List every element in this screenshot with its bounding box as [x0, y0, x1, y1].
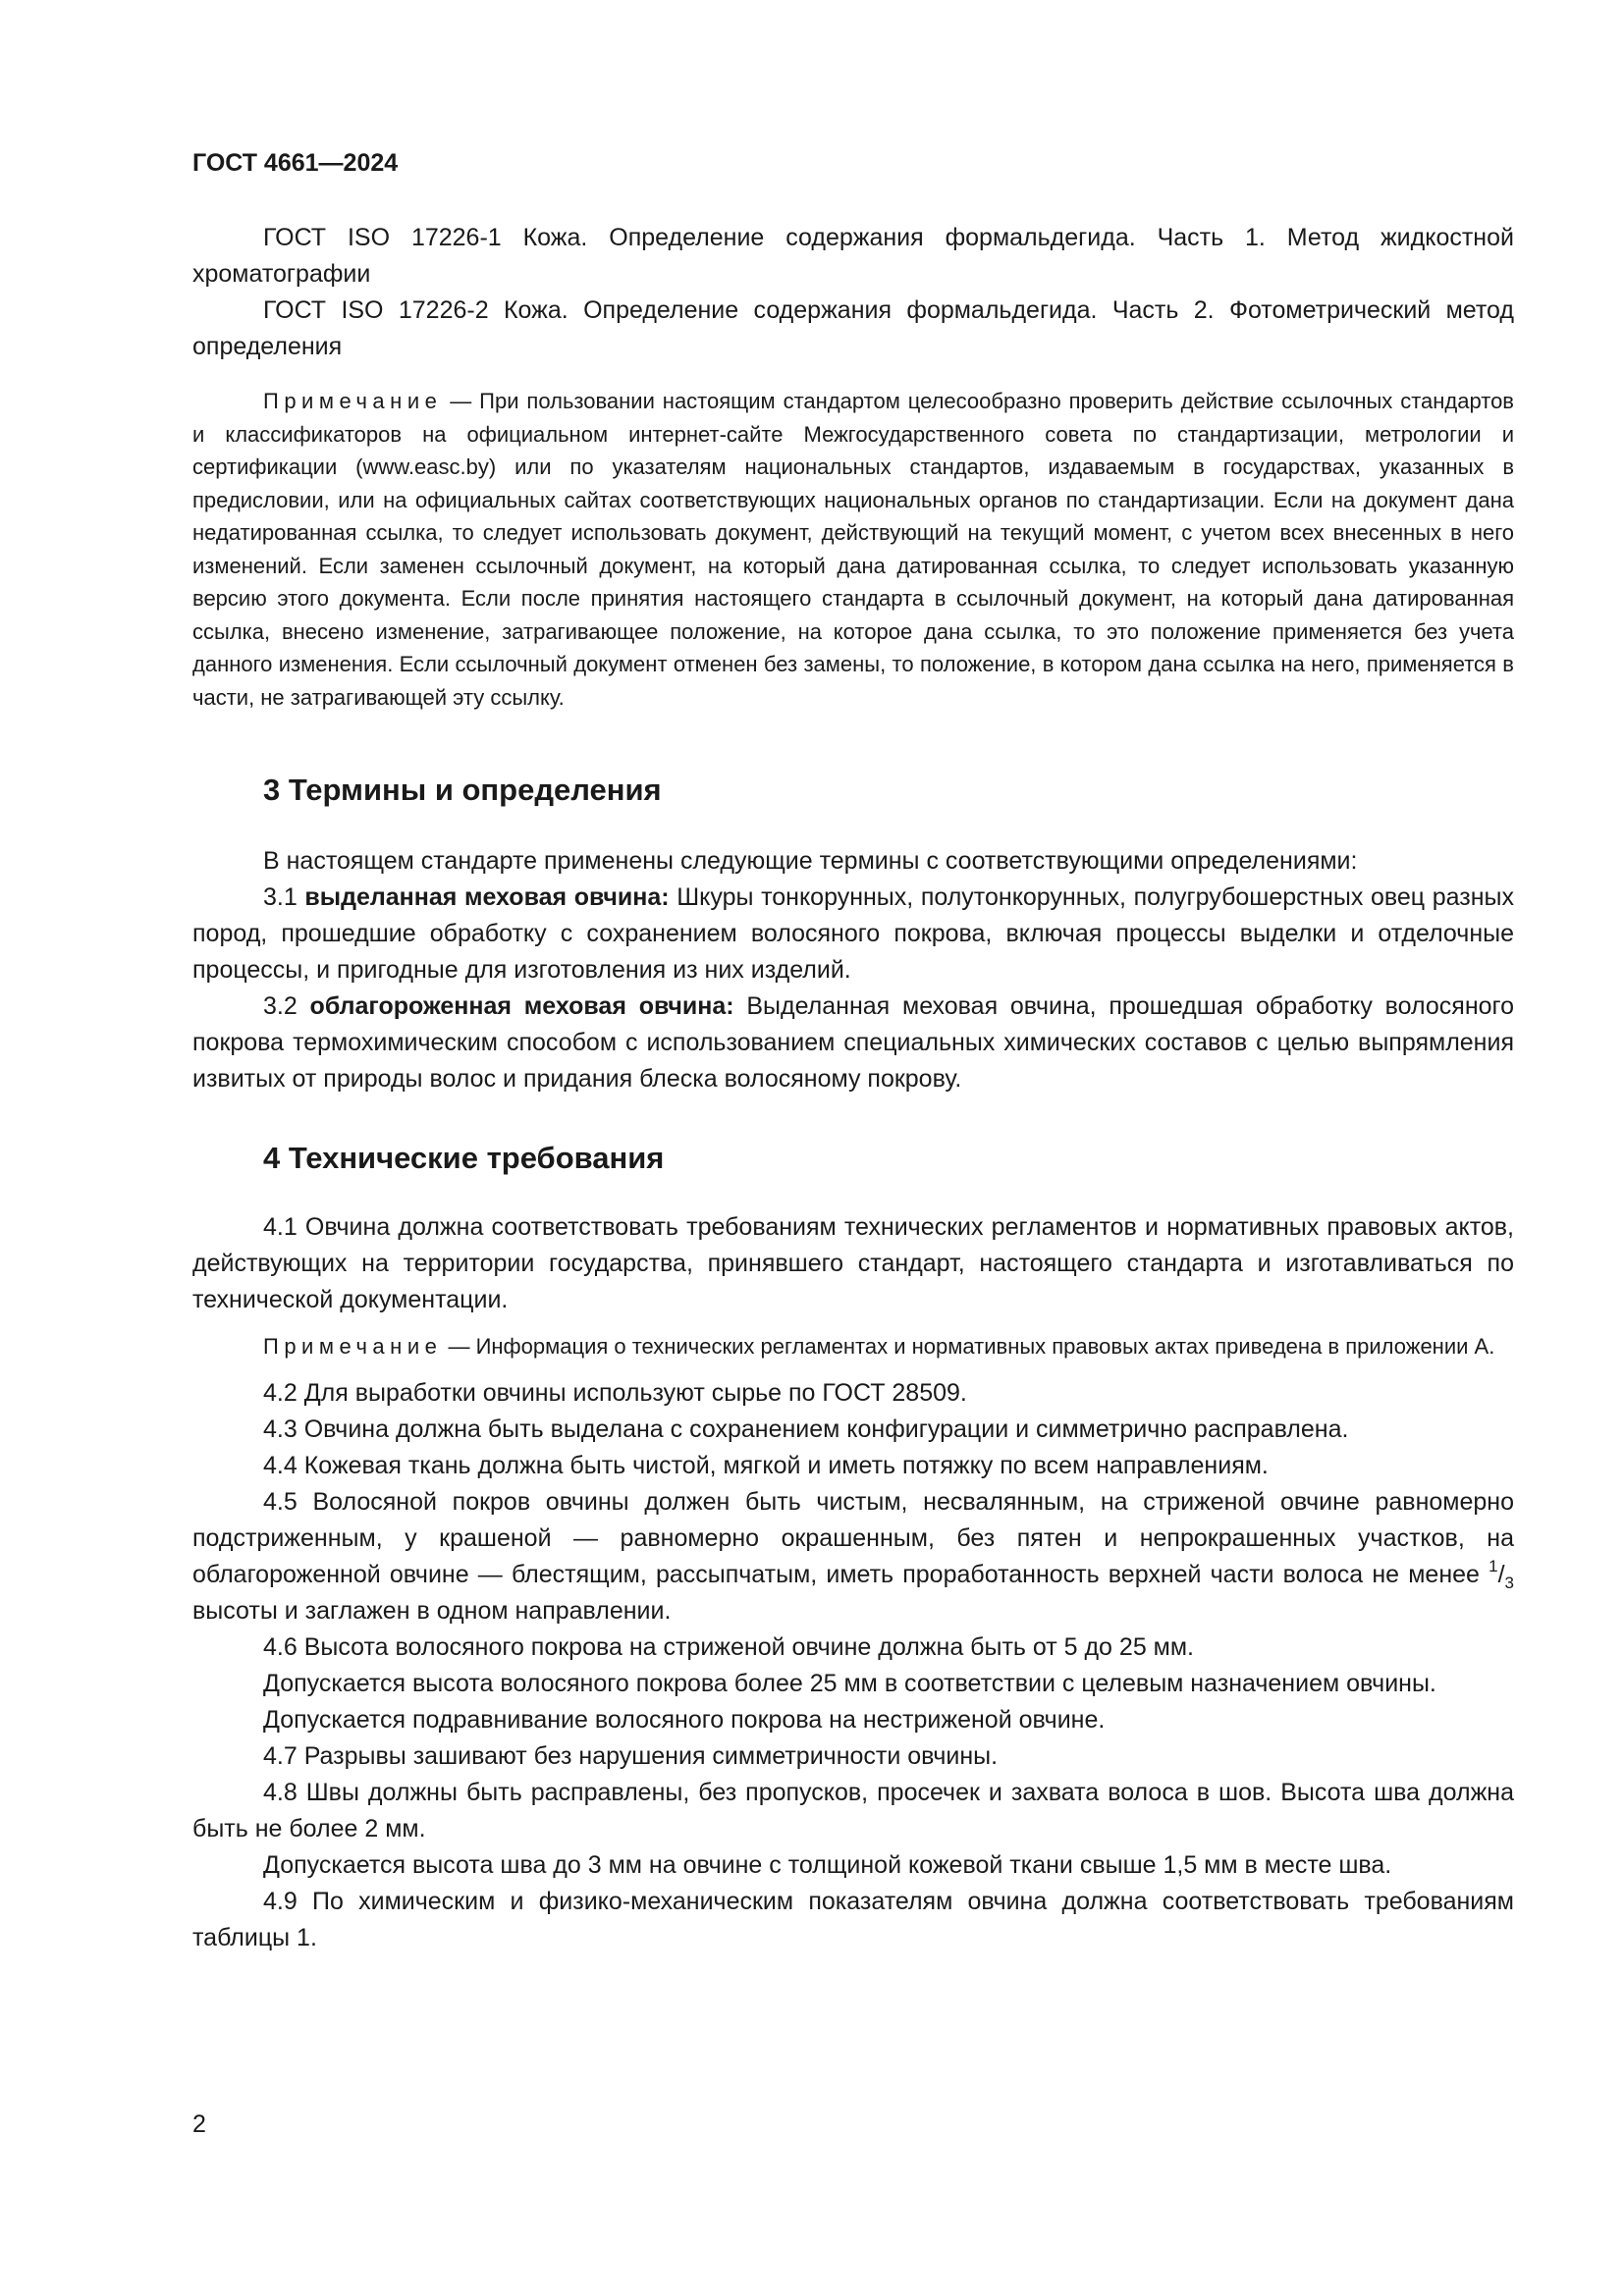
term-definition-3-1 — [192, 880, 1514, 988]
reference-item: ГОСТ ISO 17226-2 Кожа. Определение содержания формальдегида. Часть 2. Фотометрический метод определения — [192, 296, 1514, 360]
fraction-slash: / — [1497, 1560, 1505, 1588]
clause-4-2: 4.2 Для выработки овчины используют сырье по ГОСТ 28509. — [263, 1378, 967, 1407]
term-number: 3.2 — [263, 992, 310, 1020]
note-paragraph — [192, 385, 1514, 714]
clause-4-8: 4.8 Швы должны быть расправлены, без пропусков, просечек и захвата волоса в шов. Высота шва должна быть не более 2 мм. — [192, 1778, 1514, 1842]
clause-4-1: 4.1 Овчина должна соответствовать требованиям технических регламентов и нормативных правовых актов, действующих на территории государства, принявшего стандарт, настоящего стандарта и изготавливаться по технической документации. — [192, 1213, 1514, 1313]
clause-4-3: 4.3 Овчина должна быть выделана с сохранением конфигурации и симметрично расправлена. — [263, 1415, 1349, 1443]
clause-text: высоты и заглажен в одном направлении. — [192, 1596, 672, 1625]
page-number: 2 — [192, 2110, 206, 2138]
fraction-numerator: 1 — [1489, 1556, 1498, 1575]
note-label: Примечание — [263, 1334, 443, 1359]
term-definition: Шкуры тонкорунных, полутонкорунных, полугрубошерстных овец разных пород, прошедшие обработку с сохранением волосяного покрова, включая процессы выделки и отделочные процессы, и пригодные для изготовления из них изделий. — [192, 883, 1514, 984]
clause-4-6: 4.6 Высота волосяного покрова на стриженой овчине должна быть от 5 до 25 мм. — [263, 1632, 1194, 1661]
note-label: Примечание — [263, 389, 443, 413]
clause-4-7: 4.7 Разрывы зашивают без нарушения симметричности овчины. — [263, 1741, 999, 1770]
term-definition: Выделанная меховая овчина, прошедшая обработку волосяного покрова термохимическим способом с использованием специальных химических составов с целью выпрямления извитых от природы волос и придания блеска волосяному покрову. — [192, 992, 1515, 1093]
clause-4-5 — [192, 1484, 1514, 1629]
clause-text: 4.5 Волосяной покров овчины должен быть чистым, несвалянным, на стриженой овчине равномерно подстриженным, у крашеной — равномерно окрашенным, без пятен и непрокрашенных участков, на облагороженной овчине — блестящим, рассыпчатым, иметь проработанность верхней части волоса не менее — [192, 1487, 1514, 1588]
document-code-header: ГОСТ 4661—2024 — [192, 149, 399, 177]
clause-4-4: 4.4 Кожевая ткань должна быть чистой, мягкой и иметь потяжку по всем направлениям. — [263, 1451, 1269, 1479]
clause-4-6-allowance: Допускается высота волосяного покрова более 25 мм в соответствии с целевым назначением овчины. — [263, 1669, 1436, 1697]
term-number: 3.1 — [263, 883, 305, 911]
section-3-heading: 3 Термины и определения — [263, 773, 662, 807]
term-definition-3-2 — [192, 988, 1514, 1097]
term-name: облагороженная меховая овчина: — [309, 992, 734, 1020]
clause-4-6-allowance: Допускается подравнивание волосяного покрова на нестриженой овчине. — [263, 1705, 1106, 1734]
term-name: выделанная меховая овчина: — [304, 883, 670, 911]
page-content — [192, 220, 1514, 1956]
note-text: — Информация о технических регламентах и нормативных правовых актах приведена в приложении А. — [442, 1334, 1495, 1359]
reference-item: ГОСТ ISO 17226-1 Кожа. Определение содержания формальдегида. Часть 1. Метод жидкостной хроматографии — [192, 224, 1514, 288]
section-3-intro: В настоящем стандарте применены следующие термины с соответствующими определениями: — [263, 847, 1358, 875]
clause-4-9: 4.9 По химическим и физико-механическим показателям овчина должна соответствовать требованиям таблицы 1. — [192, 1887, 1514, 1951]
note-paragraph — [192, 1330, 1514, 1363]
section-4-heading: 4 Технические требования — [263, 1141, 665, 1175]
fraction-denominator: 3 — [1504, 1573, 1514, 1592]
note-text: — При пользовании настоящим стандартом целесообразно проверить действие ссылочных стандартов и классификаторов на официальном интернет-сайте Межгосударственного совета по стандартизации, метрологии и сертификации (www.easc.by) или по указателям национальных стандартов, издаваемым в государствах, указанных в предисловии, или на официальных сайтах соответствующих национальных органов по стандартизации. Если на документ дана недатированная ссылка, то следует использовать документ, действующий на текущий момент, с учетом всех внесенных в него изменений. Если заменен ссылочный документ, на который дана датированная ссылка, то следует использовать указанную версию этого документа. Если после принятия настоящего стандарта в ссылочный документ, на который дана датированная ссылка, внесено изменение, затрагивающее положение, на которое дана ссылка, то это положение применяется без учета данного изменения. Если ссылочный документ отменен без замены, то положение, в котором дана ссылка на него, применяется в части, не затрагивающей эту ссылку. — [192, 389, 1514, 710]
clause-4-8-allowance: Допускается высота шва до 3 мм на овчине с толщиной кожевой ткани свыше 1,5 мм в месте шва. — [263, 1850, 1392, 1879]
